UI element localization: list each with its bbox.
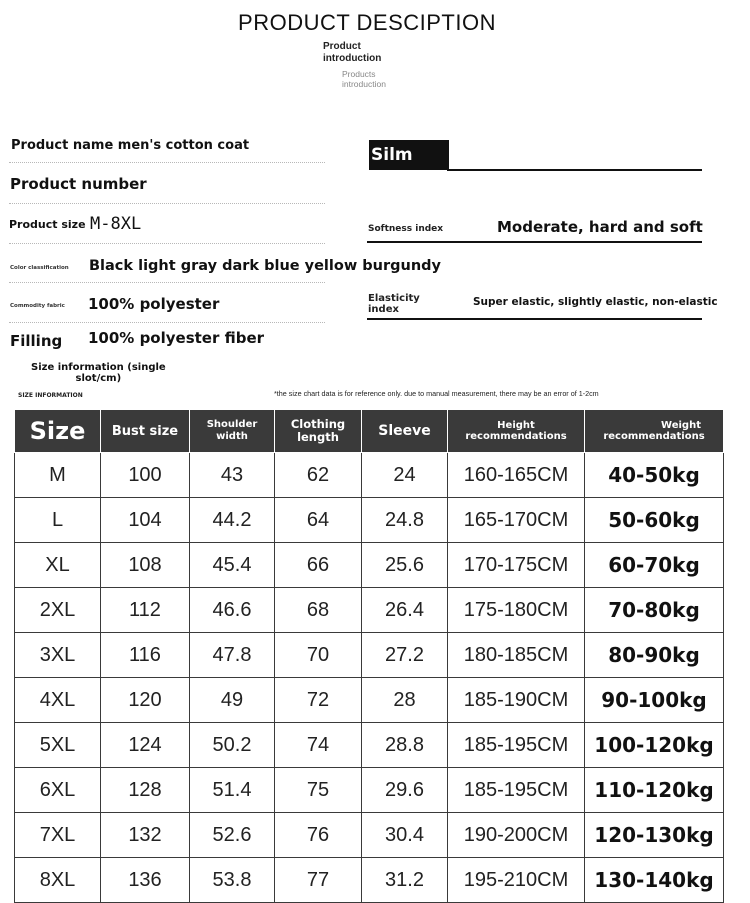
header-shoulder [190,410,275,453]
softness-label: Softness index [368,224,444,234]
cell-sleeve: 26.4 [362,588,448,633]
size-chart-table [14,409,724,903]
divider [9,282,325,283]
cell-length: 75 [275,768,362,813]
cell-shoulder: 47.8 [190,633,275,678]
divider [9,162,325,163]
softness-value: Moderate, hard and soft [497,218,703,236]
color-label: Color classification [10,265,69,271]
table-row [15,453,724,498]
cell-size: M [15,453,101,498]
size-info-line-2: slot/cm) [75,373,122,384]
table-row [15,858,724,903]
elasticity-label [368,293,420,315]
filling-value: 100% polyester fiber [88,329,265,347]
size-info-line-1: Size information (single [31,362,166,373]
table-row [15,543,724,588]
cell-bust: 132 [101,813,190,858]
cell-height: 185-195CM [448,723,585,768]
product-size-value: M-8XL [90,214,142,234]
intro-heading [323,41,381,65]
cell-size: 6XL [15,768,101,813]
size-information-tag: SIZE INFORMATION [18,392,83,399]
product-size-label: Product size [9,218,86,231]
cell-size: XL [15,543,101,588]
table-row [15,633,724,678]
table-row [15,678,724,723]
cell-weight: 110-120kg [585,768,724,813]
cell-bust: 108 [101,543,190,588]
cell-height: 175-180CM [448,588,585,633]
cell-shoulder: 45.4 [190,543,275,588]
cell-weight: 60-70kg [585,543,724,588]
cell-shoulder: 49 [190,678,275,723]
cell-length: 64 [275,498,362,543]
header-height-line-1: Height [497,420,535,431]
cell-weight: 120-130kg [585,813,724,858]
product-number-label: Product number [10,175,147,193]
divider [9,243,325,244]
header-length-line-2: length [297,430,339,444]
fit-underline [447,169,702,171]
cell-size: 8XL [15,858,101,903]
header-length [275,410,362,453]
cell-size: 2XL [15,588,101,633]
fabric-label: Commodity fabric [10,303,65,309]
cell-weight: 90-100kg [585,678,724,723]
cell-height: 190-200CM [448,813,585,858]
cell-length: 70 [275,633,362,678]
fit-badge: Silm ver [369,140,449,170]
cell-size: 3XL [15,633,101,678]
cell-bust: 136 [101,858,190,903]
cell-bust: 112 [101,588,190,633]
cell-height: 195-210CM [448,858,585,903]
page-title: PRODUCT DESCIPTION [238,10,496,35]
intro-line-1: Product [323,41,361,52]
intro-line-2: introduction [323,53,382,64]
cell-shoulder: 46.6 [190,588,275,633]
divider [9,203,325,204]
cell-shoulder: 50.2 [190,723,275,768]
fabric-value: 100% polyester [88,295,220,313]
cell-bust: 100 [101,453,190,498]
divider [9,322,325,323]
cell-length: 68 [275,588,362,633]
cell-height: 170-175CM [448,543,585,588]
elasticity-label-line-1: Elasticity [368,293,420,304]
intro-subheading [342,69,386,89]
cell-weight: 100-120kg [585,723,724,768]
cell-sleeve: 30.4 [362,813,448,858]
cell-length: 62 [275,453,362,498]
header-shoulder-line-2: width [216,431,248,442]
cell-shoulder: 43 [190,453,275,498]
header-shoulder-line-1: Shoulder [206,419,258,430]
cell-length: 74 [275,723,362,768]
cell-bust: 124 [101,723,190,768]
cell-size: L [15,498,101,543]
cell-weight: 40-50kg [585,453,724,498]
measurement-note: *the size chart data is for reference only. due to manual measurement, there may be an error of 1-2cm [274,389,599,398]
cell-weight: 80-90kg [585,633,724,678]
cell-height: 180-185CM [448,633,585,678]
cell-size: 5XL [15,723,101,768]
elasticity-label-line-2: index [368,304,399,315]
cell-length: 72 [275,678,362,723]
color-value: Black light gray dark blue yellow burgundy [89,258,441,274]
header-weight-line-1: Weight [661,420,701,431]
cell-weight: 70-80kg [585,588,724,633]
cell-weight: 130-140kg [585,858,724,903]
table-row [15,588,724,633]
size-table-body [15,453,724,903]
softness-underline [367,241,702,243]
product-name: Product name men's cotton coat [11,138,250,153]
header-height [448,410,585,453]
cell-sleeve: 31.2 [362,858,448,903]
table-header-row [15,410,724,453]
table-row [15,498,724,543]
size-information-caption [31,362,166,384]
cell-shoulder: 44.2 [190,498,275,543]
cell-shoulder: 53.8 [190,858,275,903]
header-sleeve: Sleeve [362,410,448,453]
header-weight [585,410,724,453]
cell-sleeve: 28 [362,678,448,723]
cell-sleeve: 25.6 [362,543,448,588]
cell-shoulder: 51.4 [190,768,275,813]
cell-sleeve: 28.8 [362,723,448,768]
header-length-line-1: Clothing [290,417,346,431]
cell-height: 160-165CM [448,453,585,498]
intro-sub-line-2: introduction [342,79,386,89]
header-weight-line-2: recommendations [603,431,705,442]
cell-height: 185-195CM [448,768,585,813]
cell-weight: 50-60kg [585,498,724,543]
table-row [15,813,724,858]
cell-length: 77 [275,858,362,903]
cell-length: 66 [275,543,362,588]
cell-height: 185-190CM [448,678,585,723]
cell-length: 76 [275,813,362,858]
cell-sleeve: 24 [362,453,448,498]
elasticity-underline [367,318,702,320]
cell-height: 165-170CM [448,498,585,543]
header-height-line-2: recommendations [465,431,567,442]
cell-shoulder: 52.6 [190,813,275,858]
table-row [15,768,724,813]
cell-bust: 104 [101,498,190,543]
cell-sleeve: 29.6 [362,768,448,813]
cell-bust: 120 [101,678,190,723]
cell-sleeve: 27.2 [362,633,448,678]
header-bust: Bust size [101,410,190,453]
table-row [15,723,724,768]
cell-size: 4XL [15,678,101,723]
filling-label: Filling [10,332,63,350]
cell-bust: 128 [101,768,190,813]
elasticity-value: Super elastic, slightly elastic, non-elastic [473,296,718,308]
cell-size: 7XL [15,813,101,858]
intro-sub-line-1: Products [342,69,376,79]
cell-sleeve: 24.8 [362,498,448,543]
cell-bust: 116 [101,633,190,678]
header-size: Size [15,410,101,453]
